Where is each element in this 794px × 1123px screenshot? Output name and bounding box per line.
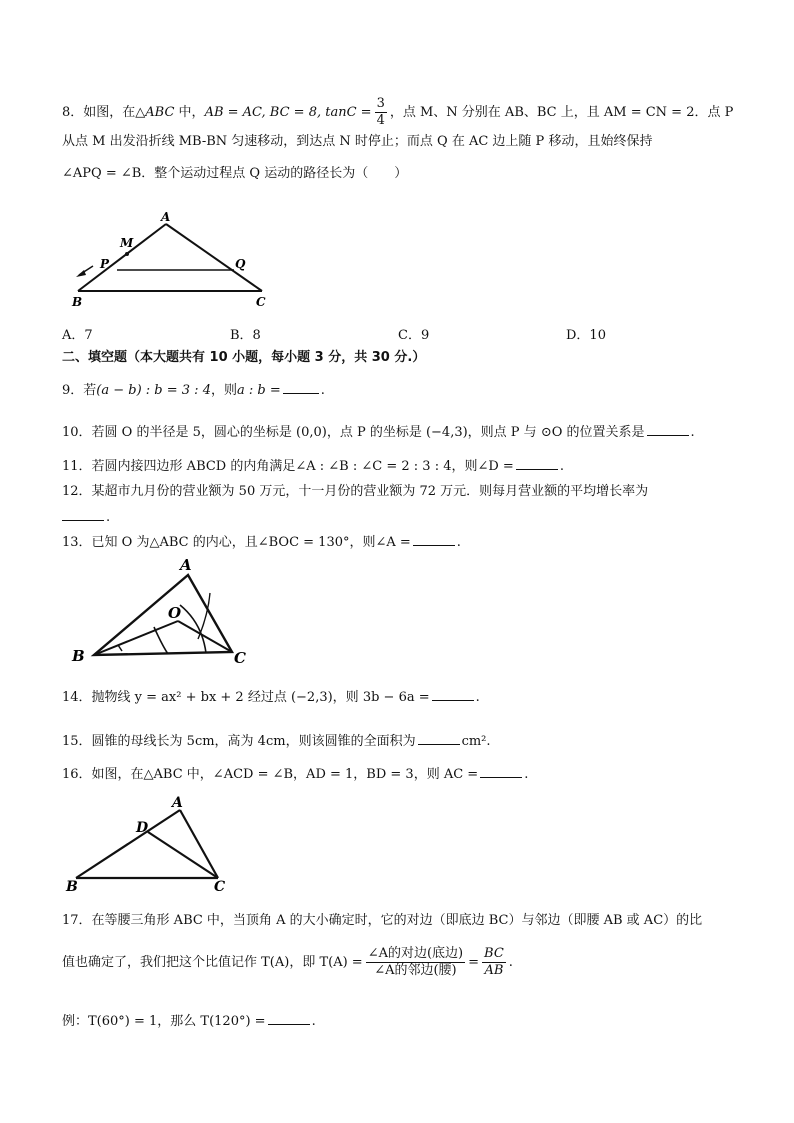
q8-number: 8． <box>62 105 84 120</box>
q17-blank[interactable] <box>268 1012 310 1025</box>
q8-line1 <box>62 96 733 129</box>
q17-line3 <box>62 1012 316 1031</box>
q17-fraction-sides <box>482 946 506 979</box>
q16-label-A: A <box>172 795 183 811</box>
q13-text: 13．已知 O 为△ABC 的内心，且∠BOC = 130°，则∠A = <box>62 535 411 550</box>
q8-line2: 从点 M 出发沿折线 MB-BN 匀速移动，到达点 N 时停止；而点 Q 在 AC 边上随 P 移动，且始终保持 <box>62 134 653 149</box>
q16-figure <box>62 794 242 894</box>
q12-end: . <box>106 510 111 525</box>
q8-option-c: C．9 <box>398 328 430 343</box>
q17-frac1-num: ∠A的对边(底边) <box>367 946 464 961</box>
q8-option-b: B．8 <box>230 328 261 343</box>
q13-end: . <box>456 535 461 550</box>
q14-end: . <box>475 690 480 705</box>
q9-end: . <box>320 383 325 398</box>
q8-text-e: ，点 M、N 分别在 AB、BC 上，且 AM = CN = 2．点 P <box>389 105 734 120</box>
q11-blank[interactable] <box>516 457 558 470</box>
q10-blank[interactable] <box>647 423 689 436</box>
q8-text-a: 如图，在△ <box>83 105 146 120</box>
q8-label-A: A <box>161 210 171 224</box>
q16-label-D: D <box>136 820 149 836</box>
q8-label-Q: Q <box>235 257 246 271</box>
q11-text: 11．若圆内接四边形 ABCD 的内角满足∠A : ∠B : ∠C = 2 : 3 : 4，则∠D = <box>62 459 514 474</box>
q13-figure <box>70 555 270 670</box>
q17-frac1-den: ∠A的邻边(腰) <box>374 963 457 978</box>
q14 <box>62 688 480 707</box>
q15-text: 15．圆锥的母线长为 5cm，高为 4cm，则该圆锥的全面积为 <box>62 734 416 749</box>
q13-label-B: B <box>72 647 85 665</box>
q10-text: 10．若圆 O 的半径是 5，圆心的坐标是 (0,0)，点 P 的坐标是 (−4,3)，则点 P 与 ⊙O 的位置关系是 <box>62 425 645 440</box>
q17-line2-text: 值也确定了，我们把这个比值记作 T(A)，即 T(A) = <box>62 955 363 970</box>
q8-tan-fraction <box>375 96 387 129</box>
q13-label-A: A <box>180 556 192 574</box>
q16-blank[interactable] <box>480 765 522 778</box>
q8-tan-num: 3 <box>376 96 385 111</box>
section-heading: 二、填空题（本大题共有 10 小题，每小题 3 分，共 30 分.） <box>62 350 426 365</box>
q16-end: . <box>524 767 529 782</box>
q13-blank[interactable] <box>413 533 455 546</box>
q9-blank[interactable] <box>283 381 319 394</box>
q17-frac2-den: AB <box>484 963 504 978</box>
q12-text: 12．某超市九月份的营业额为 50 万元，十一月份的营业额为 72 万元．则每月营业额的平均增长率为 <box>62 484 649 499</box>
q9-pre: 9．若 <box>62 383 97 398</box>
q17-end: . <box>311 1014 316 1029</box>
q13-label-C: C <box>234 649 246 667</box>
q15-end: . <box>486 734 491 749</box>
q17-example: 例：T(60°) = 1，那么 T(120°) = <box>62 1014 266 1029</box>
q8-label-P: P <box>100 257 110 271</box>
q15 <box>62 732 491 751</box>
q12-blank[interactable] <box>62 508 104 521</box>
q9-ans: a : b = <box>236 383 281 398</box>
q16 <box>62 765 528 784</box>
q8-line3: ∠APQ = ∠B．整个运动过程点 Q 运动的路径长为（ ） <box>62 166 408 181</box>
q17-fraction-words <box>366 946 465 979</box>
q8-triangle-name: ABC <box>145 105 175 120</box>
q8-label-B: B <box>72 295 83 309</box>
q10-end: . <box>690 425 695 440</box>
q9 <box>62 381 325 400</box>
q14-blank[interactable] <box>432 688 474 701</box>
q11-end: . <box>559 459 564 474</box>
q12 <box>62 483 648 501</box>
q16-text: 16．如图，在△ABC 中，∠ACD = ∠B，AD = 1，BD = 3，则 AC = <box>62 767 479 782</box>
q8-tan-den: 4 <box>376 113 385 128</box>
q12-answer-line <box>62 508 110 527</box>
q17-line2-end: . <box>508 955 513 970</box>
q11 <box>62 457 564 476</box>
q9-expr: (a − b) : b = 3 : 4 <box>96 383 211 398</box>
q8-figure <box>66 210 286 310</box>
q17-frac2-num: BC <box>484 946 504 961</box>
q15-blank[interactable] <box>418 732 460 745</box>
q17-equals: = <box>468 955 480 970</box>
q8-option-d: D．10 <box>566 328 606 343</box>
q10 <box>62 423 695 442</box>
q8-label-C: C <box>256 295 266 309</box>
q15-unit: cm² <box>461 734 487 749</box>
q17-line1: 17．在等腰三角形 ABC 中，当顶角 A 的大小确定时，它的对边（即底边 BC）与邻边（即腰 AB 或 AC）的比 <box>62 913 703 928</box>
q13 <box>62 533 461 552</box>
q8-given: AB = AC, BC = 8, tanC = <box>204 105 372 120</box>
q16-label-C: C <box>214 879 226 894</box>
q8-label-M: M <box>120 236 134 250</box>
q17-line2 <box>62 946 513 979</box>
q14-text: 14．抛物线 y = ax² + bx + 2 经过点 (−2,3)，则 3b − 6a = <box>62 690 430 705</box>
q8-option-a: A．7 <box>62 328 93 343</box>
q16-label-B: B <box>66 879 78 894</box>
q9-mid: ，则 <box>210 383 237 398</box>
q8-text-c: 中， <box>174 105 205 120</box>
q13-label-O: O <box>168 604 182 622</box>
